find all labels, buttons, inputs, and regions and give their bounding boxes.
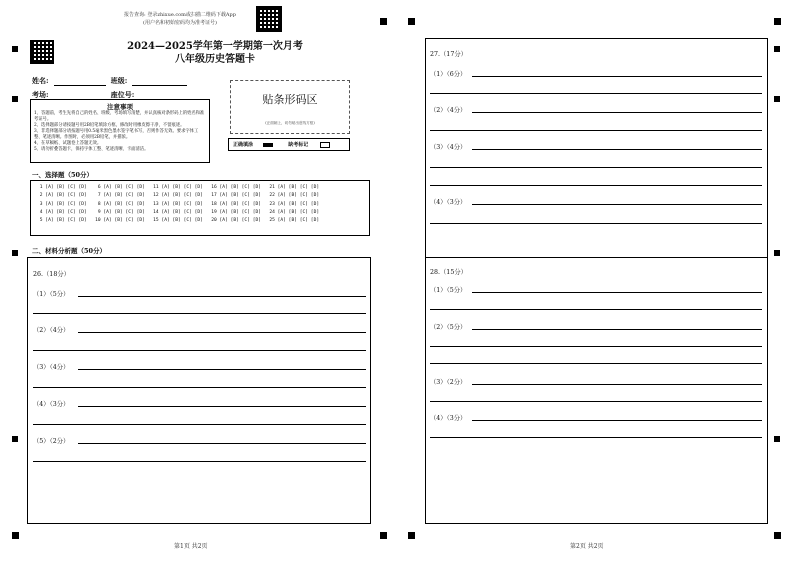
mcq-row[interactable]: 2 [A] [B] [C] [D] 7 [A] [B] [C] [D] 12 [A] [B] [C] [D] 17 [A] [B] [C] [D] 22 [A] [B] [C] [D] — [37, 193, 320, 199]
answer-line[interactable] — [472, 384, 762, 385]
mcq-row[interactable]: 5 [A] [B] [C] [D] 10 [A] [B] [C] [D] 15 [A] [B] [C] [D] 20 [A] [B] [C] [D] 25 [A] [B] [C] [D] — [37, 218, 320, 224]
class-label: 班级: — [110, 76, 128, 85]
q26-answer-box — [27, 257, 371, 524]
q28-part-label: （2）（5分） — [430, 324, 467, 331]
timing-mark — [774, 18, 781, 25]
timing-mark — [408, 18, 415, 25]
timing-mark — [12, 46, 18, 52]
answer-line[interactable] — [430, 223, 762, 224]
section1-title: 一、选择题（50分） — [32, 171, 94, 179]
question-divider — [426, 257, 767, 258]
right-page-box — [425, 38, 768, 524]
mcq-row[interactable]: 1 [A] [B] [C] [D] 6 [A] [B] [C] [D] 11 [A] [B] [C] [D] 16 [A] [B] [C] [D] 21 [A] [B] [C] [D] — [37, 185, 320, 190]
seat-label: 座位号: — [110, 90, 135, 99]
scan-notice-line1: 报告查询: 登录zhixue.com或扫描二维码下载App — [124, 12, 236, 18]
absent-mark-label: 缺考标记 — [288, 142, 309, 148]
timing-mark — [380, 18, 387, 25]
q28-part-label: （1）（5分） — [430, 287, 467, 294]
q28-part-label: （4）（3分） — [430, 415, 467, 422]
q26-part-label: （2）（4分） — [33, 327, 70, 334]
answer-line[interactable] — [430, 309, 762, 310]
notes-title: 注意事项 — [107, 103, 133, 111]
notes-item: 1、答题前，考生先将自己的姓名、班级、考场填写清楚，并认真核对条形码上的姓名和准考证号。 — [34, 111, 205, 122]
answer-line[interactable] — [33, 424, 366, 425]
answer-line[interactable] — [472, 420, 762, 421]
mcq-box — [30, 180, 370, 236]
q27-part-label: （4）（3分） — [430, 199, 467, 206]
timing-mark — [380, 532, 387, 539]
q27-part-label: （3）（4分） — [430, 144, 467, 151]
page-number-1: 第1页 共2页 — [174, 543, 208, 550]
correct-fill-label: 正确填涂 — [233, 142, 254, 148]
student-info — [32, 72, 189, 100]
q27-part-label: （1）（6分） — [430, 71, 467, 78]
answer-line[interactable] — [33, 350, 366, 351]
exam-room-label: 考场: — [32, 90, 49, 99]
q28-part-label: （3）（2分） — [430, 379, 467, 386]
notes-box — [30, 99, 210, 163]
q28-title: 28.（15分） — [430, 269, 467, 276]
page-number-2: 第2页 共2页 — [570, 543, 604, 550]
timing-mark — [12, 436, 18, 442]
timing-mark — [12, 250, 18, 256]
barcode-hint: (正面朝上，切勿贴出虚线方框) — [265, 121, 315, 125]
answer-line[interactable] — [430, 401, 762, 402]
answer-line[interactable] — [78, 406, 366, 407]
timing-mark — [12, 96, 18, 102]
notes-item: 4、在草稿纸、试题卷上答题无效。 — [34, 141, 102, 146]
q27-part-label: （2）（4分） — [430, 107, 467, 114]
timing-mark — [774, 46, 780, 52]
q26-part-label: （4）（3分） — [33, 401, 70, 408]
answer-line[interactable] — [472, 329, 762, 330]
scan-notice-line2: (用户名和初始密码均为准考证号) — [143, 20, 217, 26]
fill-legend — [228, 138, 350, 151]
absent-mark-box[interactable] — [320, 142, 330, 148]
notes-item: 2、选择题部分请按题号用2B铅笔填涂方框，修改时用橡皮擦干净，不留痕迹。 — [34, 123, 185, 128]
barcode-label: 贴条形码区 — [262, 93, 318, 106]
title-line2: 八年级历史答题卡 — [175, 54, 255, 65]
answer-line[interactable] — [33, 461, 366, 462]
answer-line[interactable] — [472, 204, 762, 205]
answer-line[interactable] — [430, 130, 762, 131]
title-line1: 2024—2025学年第一学期第一次月考 — [127, 41, 303, 52]
answer-line[interactable] — [472, 149, 762, 150]
scan-notice — [110, 11, 250, 27]
timing-mark — [12, 532, 19, 539]
answer-line[interactable] — [78, 369, 366, 370]
answer-line[interactable] — [33, 387, 366, 388]
answer-line[interactable] — [430, 363, 762, 364]
student-qr-code — [30, 40, 54, 64]
q27-title: 27.（17分） — [430, 51, 467, 58]
download-qr-code — [256, 6, 282, 32]
answer-line[interactable] — [78, 332, 366, 333]
mcq-row[interactable]: 3 [A] [B] [C] [D] 8 [A] [B] [C] [D] 13 [A] [B] [C] [D] 18 [A] [B] [C] [D] 23 [A] [B] [C] [D] — [37, 201, 320, 207]
class-field[interactable] — [132, 78, 187, 86]
correct-fill-sample — [263, 143, 273, 147]
answer-line[interactable] — [430, 185, 762, 186]
name-label: 姓名: — [32, 76, 49, 85]
section2-title: 二、材料分析题（50分） — [32, 247, 107, 255]
answer-line[interactable] — [430, 167, 762, 168]
timing-mark — [774, 532, 781, 539]
barcode-area[interactable] — [230, 80, 350, 134]
q26-part-label: （3）（4分） — [33, 364, 70, 371]
answer-line[interactable] — [472, 112, 762, 113]
q26-part-label: （1）（5分） — [33, 291, 70, 298]
timing-mark — [408, 532, 415, 539]
name-field[interactable] — [54, 78, 106, 86]
answer-line[interactable] — [430, 346, 762, 347]
answer-line[interactable] — [430, 437, 762, 438]
timing-mark — [774, 96, 780, 102]
answer-line[interactable] — [472, 292, 762, 293]
mcq-row[interactable]: 4 [A] [B] [C] [D] 9 [A] [B] [C] [D] 14 [A] [B] [C] [D] 19 [A] [B] [C] [D] 24 [A] [B] [C] [D] — [37, 209, 320, 215]
answer-line[interactable] — [33, 313, 366, 314]
answer-line[interactable] — [472, 76, 762, 77]
q26-part-label: （5）（2分） — [33, 438, 70, 445]
q26-title: 26.（18分） — [33, 271, 70, 278]
notes-item: 3、非选择题部分请按题号用0.5毫米黑色墨水签字笔书写，否则作答无效。要求字体工整、笔迹清晰。作图时，必须用2B铅笔，并描浓。 — [34, 129, 199, 140]
timing-mark — [774, 436, 780, 442]
answer-line[interactable] — [430, 93, 762, 94]
answer-line[interactable] — [78, 296, 366, 297]
timing-mark — [774, 250, 780, 256]
page-title — [100, 40, 330, 66]
notes-item: 5、请勿折叠答题卡，保持字体工整、笔迹清晰、卡面清洁。 — [34, 147, 149, 152]
answer-line[interactable] — [78, 443, 366, 444]
